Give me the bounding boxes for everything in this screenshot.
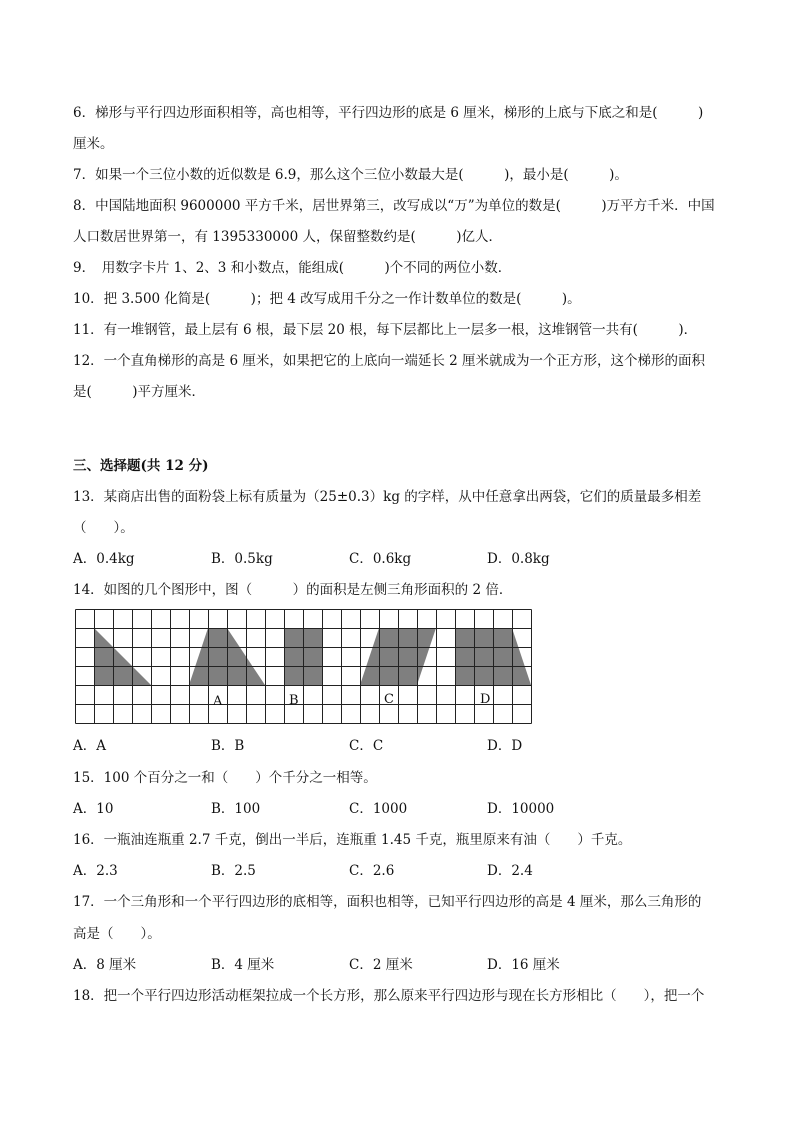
q16-option-c: C．2.6 [349, 863, 395, 879]
q13-line1: 13．某商店出售的面粉袋上标有质量为（25±0.3）kg 的字样，从中任意拿出两袋，它们的质量最多相差 [73, 489, 702, 505]
q16-option-a: A．2.3 [73, 863, 118, 879]
figure-label-c: C [384, 692, 394, 707]
q13-option-d: D．0.8kg [487, 551, 550, 567]
q11-text: 11．有一堆钢管，最上层有 6 根，最下层 20 根，每下层都比上一层多一根，这堆钢管一共有( )． [73, 322, 698, 338]
q14-option-a: A．A [73, 738, 106, 754]
q17-option-b: B．4 厘米 [211, 957, 275, 973]
q14-grid-svg [75, 609, 535, 727]
q14-option-b: B．B [211, 738, 245, 754]
q13-option-b: B．0.5kg [211, 551, 273, 567]
q15-option-c: C．1000 [349, 801, 408, 817]
q6-line2: 厘米。 [73, 136, 114, 152]
q13-option-a: A．0.4kg [73, 551, 135, 567]
q12-line2: 是( )平方厘米． [73, 384, 206, 400]
q14-option-d: D．D [487, 738, 523, 754]
q16-option-d: D．2.4 [487, 863, 533, 879]
q9-text: 9． 用数字卡片 1、2、3 和小数点，能组成( )个不同的两位小数． [73, 260, 512, 276]
q15-option-b: B．100 [211, 801, 261, 817]
q17-line1: 17．一个三角形和一个平行四边形的底相等，面积也相等，已知平行四边形的高是 4 厘米，那么三角形的 [73, 894, 702, 910]
q7-text: 7．如果一个三位小数的近似数是 6.9，那么这个三位小数最大是( )，最小是( )。 [73, 167, 628, 183]
grid-lines [76, 610, 532, 724]
q15-option-a: A．10 [73, 801, 114, 817]
q17-line2: 高是（ ）。 [73, 926, 161, 942]
left-triangle [94, 628, 151, 685]
q13-option-c: C．0.6kg [349, 551, 412, 567]
q10-text: 10．把 3.500 化简是( )；把 4 改写成用千分之一作计数单位的数是( )。 [73, 291, 581, 307]
q17-option-c: C．2 厘米 [349, 957, 413, 973]
q13-line2: （ ）。 [73, 520, 134, 536]
section3-heading: 三、选择题(共 12 分) [73, 458, 209, 474]
q8-line2: 人口数居世界第一，有 1395330000 人，保留整数约是( )亿人． [73, 229, 503, 245]
q14-text: 14．如图的几个图形中，图（ ）的面积是左侧三角形面积的 2 倍． [73, 582, 513, 598]
figure-label-b: B [289, 693, 299, 708]
q16-option-b: B．2.5 [211, 863, 256, 879]
q16-text: 16．一瓶油连瓶重 2.7 千克，倒出一半后，连瓶重 1.45 千克，瓶里原来有油（ ）千克。 [73, 832, 632, 848]
q15-text: 15．100 个百分之一和（ ）个千分之一相等。 [73, 770, 377, 786]
q14-option-c: C．C [349, 738, 384, 754]
figure-label-a: A [213, 694, 223, 709]
q15-option-d: D．10000 [487, 801, 555, 817]
q14-grid-figure [75, 609, 535, 731]
q17-option-a: A．8 厘米 [73, 957, 137, 973]
q17-option-d: D．16 厘米 [487, 957, 560, 973]
q18-line1: 18．把一个平行四边形活动框架拉成一个长方形，那么原来平行四边形与现在长方形相比（ ），把一个 [73, 988, 705, 1004]
q8-line1: 8．中国陆地面积 9600000 平方千米，居世界第三，改写成以“万”为单位的数是( )万平方千米．中国 [73, 198, 715, 214]
q6-line1: 6．梯形与平行四边形面积相等，高也相等，平行四边形的底是 6 厘米，梯形的上底与下底之和是( ) [73, 105, 704, 121]
q12-line1: 12．一个直角梯形的高是 6 厘米，如果把它的上底向一端延长 2 厘米就成为一个正方形，这个梯形的面积 [73, 353, 706, 369]
figure-label-d: D [480, 692, 491, 707]
